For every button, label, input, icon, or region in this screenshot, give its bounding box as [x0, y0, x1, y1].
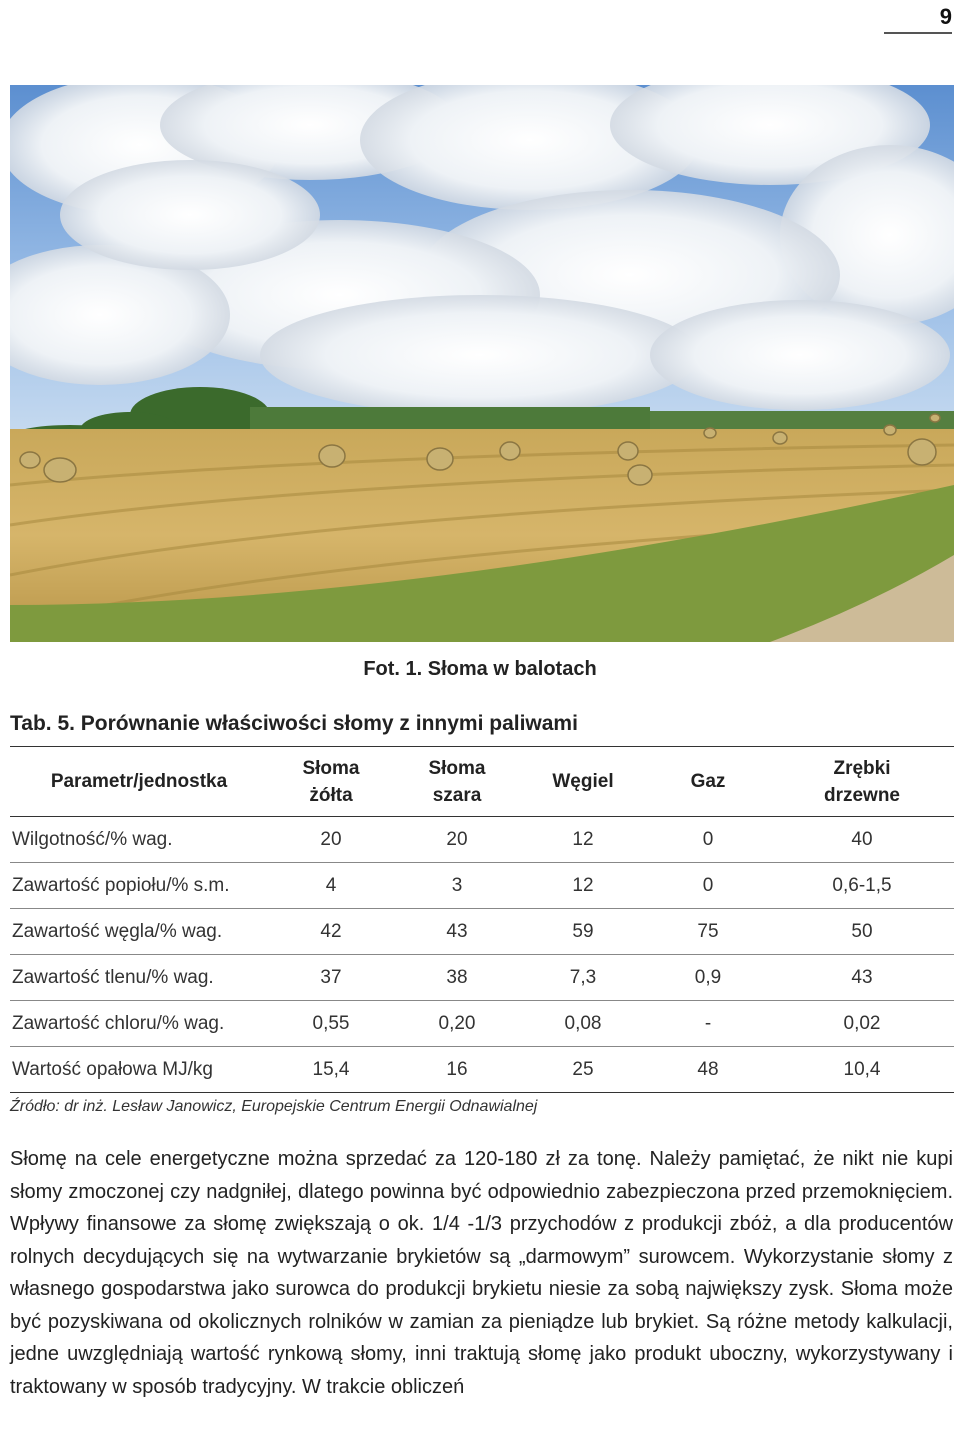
cell: 38 — [446, 966, 468, 988]
body-paragraph — [10, 1143, 953, 1403]
cell: 43 — [446, 920, 468, 942]
clouds — [10, 85, 954, 415]
cell: 25 — [572, 1058, 594, 1080]
cell: 59 — [572, 920, 594, 942]
cell: 0,6-1,5 — [832, 874, 892, 896]
body-line: gospodarstwa jako surowca do produkcji brykietu niesie za sobą największy zysk. Słoma — [101, 1278, 898, 1300]
cell: - — [704, 1012, 712, 1034]
header-coal: Węgiel — [552, 771, 614, 792]
row-param: Zawartość węgla/% wag. — [12, 920, 223, 942]
cell: 48 — [697, 1058, 719, 1080]
cell: 50 — [851, 920, 873, 942]
cell: 42 — [320, 920, 342, 942]
photo-caption: Fot. 1. Słoma w balotach — [363, 658, 597, 680]
header-grey-straw-l2: szara — [432, 784, 482, 806]
body-line: produkt uboczny, wykorzystywany i traktowany w sposób tradycyjny. W trakcie obliczeń — [10, 1343, 953, 1398]
table-row — [10, 1047, 954, 1093]
header-wood-chips-l2: drzewne — [823, 784, 901, 806]
row-param: Zawartość chloru/% wag. — [12, 1012, 225, 1034]
header-gas: Gaz — [690, 771, 726, 792]
straw-bales-photo — [10, 85, 954, 642]
cell: 40 — [851, 828, 873, 850]
header-wood-chips — [770, 747, 954, 817]
cell: 0,9 — [694, 966, 722, 988]
cell: 20 — [446, 828, 468, 850]
page-number-rule — [884, 32, 952, 34]
cell: 0,55 — [312, 1012, 350, 1034]
cell: 75 — [697, 920, 719, 942]
cell: 0,20 — [438, 1012, 476, 1034]
cell: 20 — [320, 828, 342, 850]
body-line: Słomę na cele energetyczne można sprzedać za 120-180 zł za tonę. Należy pamiętać, — [10, 1148, 806, 1170]
cell: 3 — [451, 874, 463, 896]
cell: 10,4 — [843, 1058, 881, 1080]
body-line: że nikt nie kupi słomy zmoczonej czy nadgniłej, dlatego powinna być odpowiednio — [10, 1148, 953, 1203]
row-param: Wilgotność/% wag. — [12, 828, 173, 850]
body-line: wytwarzanie brykietów są „darmowym” surowcem. Wykorzystanie słomy z własnego — [10, 1245, 953, 1300]
table-row — [10, 909, 954, 955]
cell: 12 — [572, 828, 594, 850]
body-line: może być pozyskiwana od okolicznych rolników w zamian za pieniądze lub brykiet. Są różne — [10, 1278, 953, 1333]
row-param: Zawartość tlenu/% wag. — [12, 966, 214, 988]
table-row — [10, 817, 954, 863]
table-title: Tab. 5. Porównanie właściwości słomy z innymi paliwami — [10, 712, 578, 735]
header-yellow-straw — [268, 747, 394, 817]
cell: 7,3 — [569, 966, 597, 988]
cell: 0 — [702, 874, 714, 896]
table-row — [10, 1001, 954, 1047]
cell: 0 — [702, 828, 714, 850]
header-wood-chips-l1: Zrębki — [833, 757, 891, 779]
page-number: 9 — [939, 4, 952, 29]
body-line: zabezpieczona przed przemoknięciem. Wpływy finansowe za słomę zwiększają o ok. — [10, 1180, 954, 1235]
cell: 4 — [325, 874, 337, 896]
table-row — [10, 863, 954, 909]
properties-table — [10, 746, 954, 1093]
row-param: Wartość opałowa MJ/kg — [12, 1058, 213, 1080]
cell: 37 — [320, 966, 342, 988]
cell: 15,4 — [312, 1058, 350, 1080]
cell: 12 — [572, 874, 594, 896]
cell: 43 — [851, 966, 873, 988]
body-line: metody kalkulacji, jedne uwzględniają wartość rynkową słomy, inni traktują słomę jako — [10, 1310, 953, 1365]
header-param: Parametr/jednostka — [50, 771, 228, 792]
table-header-row — [10, 747, 954, 817]
cell: 0,08 — [564, 1012, 602, 1034]
row-param: Zawartość popiołu/% s.m. — [12, 874, 230, 896]
cell: 16 — [446, 1058, 468, 1080]
header-grey-straw-l1: Słoma — [428, 757, 486, 779]
table-source: Źródło: dr inż. Lesław Janowicz, Europejskie Centrum Energii Odnawialnej — [10, 1098, 538, 1115]
table-row — [10, 955, 954, 1001]
cell: 0,02 — [843, 1012, 881, 1034]
header-yellow-straw-l2: żółta — [309, 784, 353, 806]
header-yellow-straw-l1: Słoma — [302, 757, 360, 779]
header-grey-straw — [394, 747, 520, 817]
body-line: 1/4 -1/3 przychodów z produkcji zbóż, a dla producentów rolnych decydujących się na — [10, 1213, 953, 1268]
